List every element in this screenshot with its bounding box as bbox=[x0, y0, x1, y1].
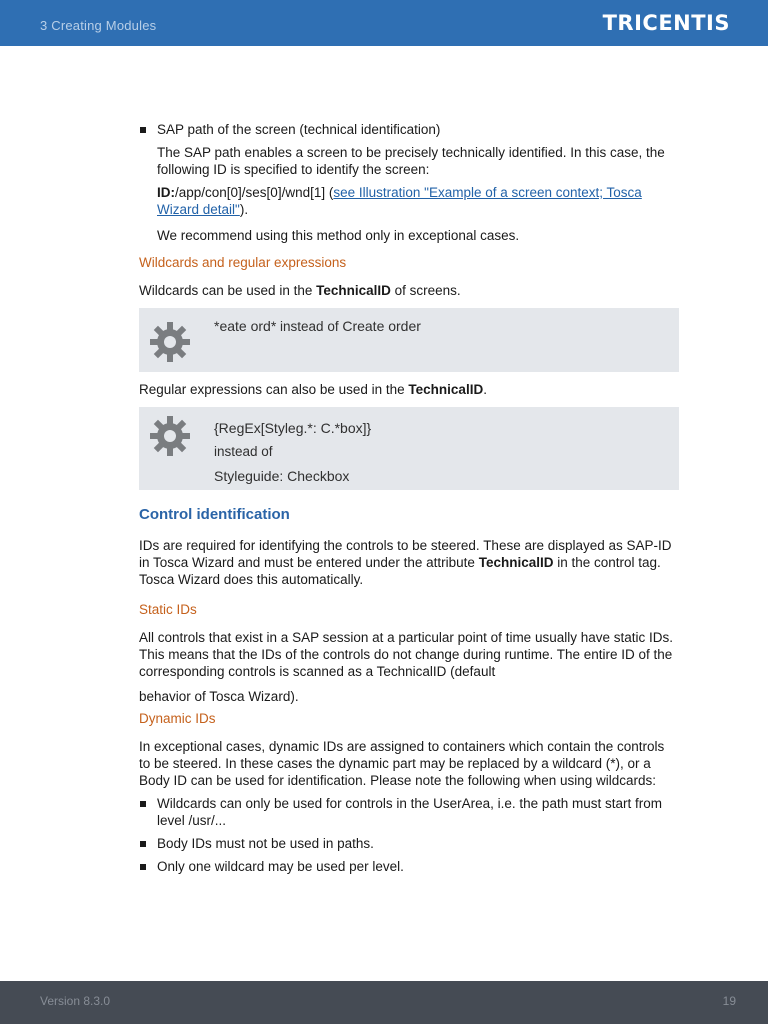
id-label: ID: bbox=[157, 185, 175, 200]
wildcards-heading: Wildcards and regular expressions bbox=[139, 255, 347, 270]
control-text-post: in the control tag. Tosca Wizard does this automatically. bbox=[139, 555, 661, 587]
control-identification-heading: Control identification bbox=[139, 506, 290, 523]
regex-example-note bbox=[139, 407, 679, 490]
static-ids-heading: Static IDs bbox=[139, 602, 197, 617]
dynamic-ids-text: In exceptional cases, dynamic IDs are assigned to containers which contain the controls to be steered. In these cases the dynamic part may be replaced by a wildcard (*), or a Body ID can be used for identification. Please note the following when using wildcards: bbox=[139, 739, 665, 788]
wildcards-intro-post: of screens. bbox=[390, 283, 461, 298]
wildcards-intro-pre: Wildcards can be used in the bbox=[139, 283, 317, 298]
regex-original: Styleguide: Checkbox bbox=[214, 468, 350, 484]
recommend-text: We recommend using this method only in exceptional cases. bbox=[157, 228, 520, 243]
sap-path-description: The SAP path enables a screen to be precisely technically identified. In this case, the following ID is specified to identify the screen: bbox=[157, 145, 665, 177]
regex-pattern: {RegEx[Styleg.*: C.*box]} bbox=[214, 420, 372, 436]
wildcard-example-note bbox=[139, 308, 679, 372]
control-identification-text bbox=[139, 537, 679, 588]
wildcard-original: Create order bbox=[342, 318, 421, 334]
regex-intro-pre: Regular expressions can also be used in the bbox=[139, 382, 409, 397]
wildcards-intro bbox=[139, 282, 679, 299]
version-label: Version 8.3.0 bbox=[40, 994, 111, 1008]
regex-example-text bbox=[214, 416, 371, 488]
control-text-pre: IDs are required for identifying the controls to be steered. These are displayed as SAP-ID in Tosca Wizard and must be entered under the attribute bbox=[139, 538, 672, 570]
static-ids-text-end: behavior of Tosca Wizard). bbox=[139, 689, 299, 704]
regex-intro bbox=[139, 381, 679, 398]
chapter-title: 3 Creating Modules bbox=[40, 18, 157, 33]
page-content bbox=[139, 121, 679, 875]
illustration-link[interactable]: see Illustration "Example of a screen context; Tosca Wizard detail" bbox=[157, 185, 642, 217]
control-text-bold: TechnicalID bbox=[478, 555, 554, 570]
wildcard-rules-list bbox=[139, 795, 679, 875]
wildcards-intro-bold: TechnicalID bbox=[316, 283, 391, 298]
open-paren: ( bbox=[325, 185, 334, 200]
tricentis-logo: TRICENTIS bbox=[602, 11, 730, 35]
page-number: 19 bbox=[722, 994, 736, 1008]
regex-instead-of: instead of bbox=[214, 444, 273, 459]
dynamic-ids-heading: Dynamic IDs bbox=[139, 711, 216, 726]
gear-icon bbox=[148, 414, 192, 458]
close-paren: ). bbox=[239, 202, 249, 217]
sap-path-id-line bbox=[139, 184, 679, 218]
list-item: Only one wildcard may be used per level. bbox=[139, 858, 679, 875]
sap-path-bullet: SAP path of the screen (technical identification) bbox=[139, 121, 679, 138]
list-item: Wildcards can only be used for controls in the UserArea, i.e. the path must start from level /usr/... bbox=[139, 795, 679, 829]
regex-intro-post: . bbox=[483, 382, 487, 397]
wildcard-pattern: *eate ord* bbox=[214, 318, 277, 334]
page-header bbox=[0, 0, 768, 46]
id-value: /app/con[0]/ses[0]/wnd[1] bbox=[175, 185, 326, 200]
static-ids-text: All controls that exist in a SAP session at a particular point of time usually have static IDs. This means that the IDs of the controls do not change during runtime. The entire ID of the corresponding controls is scanned as a TechnicalID (default bbox=[139, 630, 674, 679]
wildcard-example-text bbox=[214, 318, 421, 335]
list-item: Body IDs must not be used in paths. bbox=[139, 835, 679, 852]
instead-of-text: instead of bbox=[276, 319, 343, 334]
regex-intro-bold: TechnicalID bbox=[408, 382, 484, 397]
page-footer bbox=[0, 981, 768, 1024]
gear-icon bbox=[148, 320, 192, 364]
